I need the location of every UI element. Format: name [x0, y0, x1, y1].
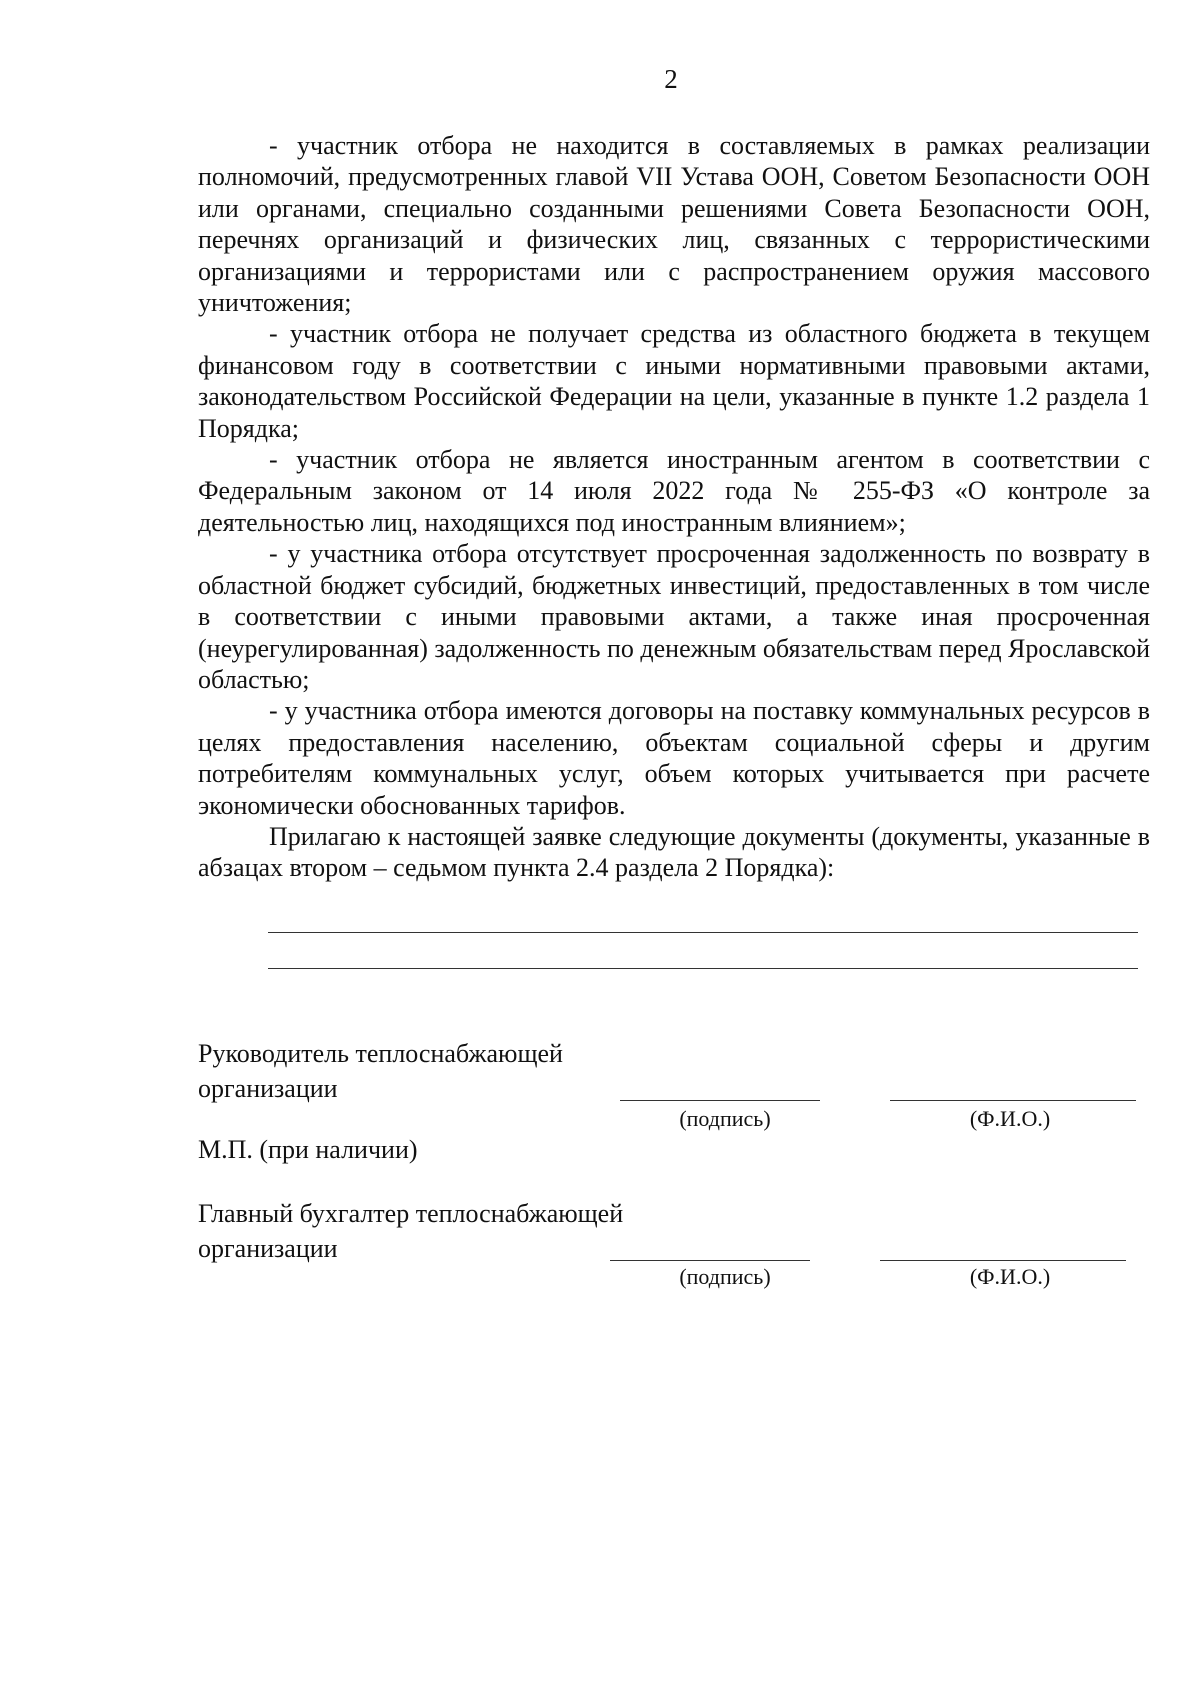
accountant-signatory-title: [198, 1196, 623, 1266]
head-signatory-title: [198, 1036, 563, 1106]
head-name-caption: (Ф.И.О.): [969, 1106, 1051, 1131]
paragraph-condition-no-overdue-debt: - у участника отбора отсутствует просроченная задолженность по возврату в областной бюджет субсидий, бюджетных инвестиций, предоставленных в том числе в соответствии с иными правовыми актами, а также иная просроченная (неурегулированная) задолженность по денежным обязательствам перед Ярославской областью;: [198, 539, 1150, 694]
accountant-name-line[interactable]: [880, 1260, 1126, 1261]
accountant-signature-line[interactable]: [610, 1260, 810, 1261]
accountant-signature-caption: (подпись): [679, 1264, 771, 1289]
head-signature-caption: (подпись): [679, 1106, 771, 1131]
document-body: [198, 130, 1150, 884]
page-number: 2: [664, 64, 678, 94]
accountant-title-line1: Главный бухгалтер теплоснабжающей: [198, 1199, 624, 1228]
stamp-note: М.П. (при наличии): [198, 1135, 418, 1164]
head-signature-line[interactable]: [620, 1100, 820, 1101]
paragraph-attachments-intro: Прилагаю к настоящей заявке следующие документы (документы, указанные в абзацах втором – седьмом пункта 2.4 раздела 2 Порядка):: [198, 821, 1150, 883]
accountant-title-line2: организации: [198, 1234, 338, 1263]
paragraph-condition-not-foreign-agent: - участник отбора не является иностранным агентом в соответствии с Федеральным законом от 14 июля 2022 года № 255-ФЗ «О контроле за деятельностью лиц, находящихся под иностранным влиянием»;: [198, 445, 1150, 537]
paragraph-condition-un-lists: - участник отбора не находится в составляемых в рамках реализации полномочий, предусмотренных главой VII Устава ООН, Советом Безопасности ООН или органами, специально созданными решениями Совета Безопасности ООН, перечнях организаций и физических лиц, связанных с террористическими организациями и террористами или с распространением оружия массового уничтожения;: [198, 131, 1150, 318]
attachment-blank-line-1[interactable]: [268, 932, 1138, 933]
paragraph-condition-no-budget-funds: - участник отбора не получает средства из областного бюджета в текущем финансовом году в соответствии с иными нормативными правовыми актами, законодательством Российской Федерации на цели, указанные в пункте 1.2 раздела 1 Порядка;: [198, 319, 1150, 443]
attachment-blank-line-2[interactable]: [268, 968, 1138, 969]
head-name-line[interactable]: [890, 1100, 1136, 1101]
accountant-name-caption: (Ф.И.О.): [969, 1264, 1051, 1289]
head-title-line2: организации: [198, 1074, 338, 1103]
head-title-line1: Руководитель теплоснабжающей: [198, 1039, 563, 1068]
paragraph-condition-supply-contracts: - у участника отбора имеются договоры на поставку коммунальных ресурсов в целях предоставления населению, объектам социальной сферы и другим потребителям коммунальных услуг, объем которых учитывается при расчете экономически обоснованных тарифов.: [198, 696, 1150, 820]
